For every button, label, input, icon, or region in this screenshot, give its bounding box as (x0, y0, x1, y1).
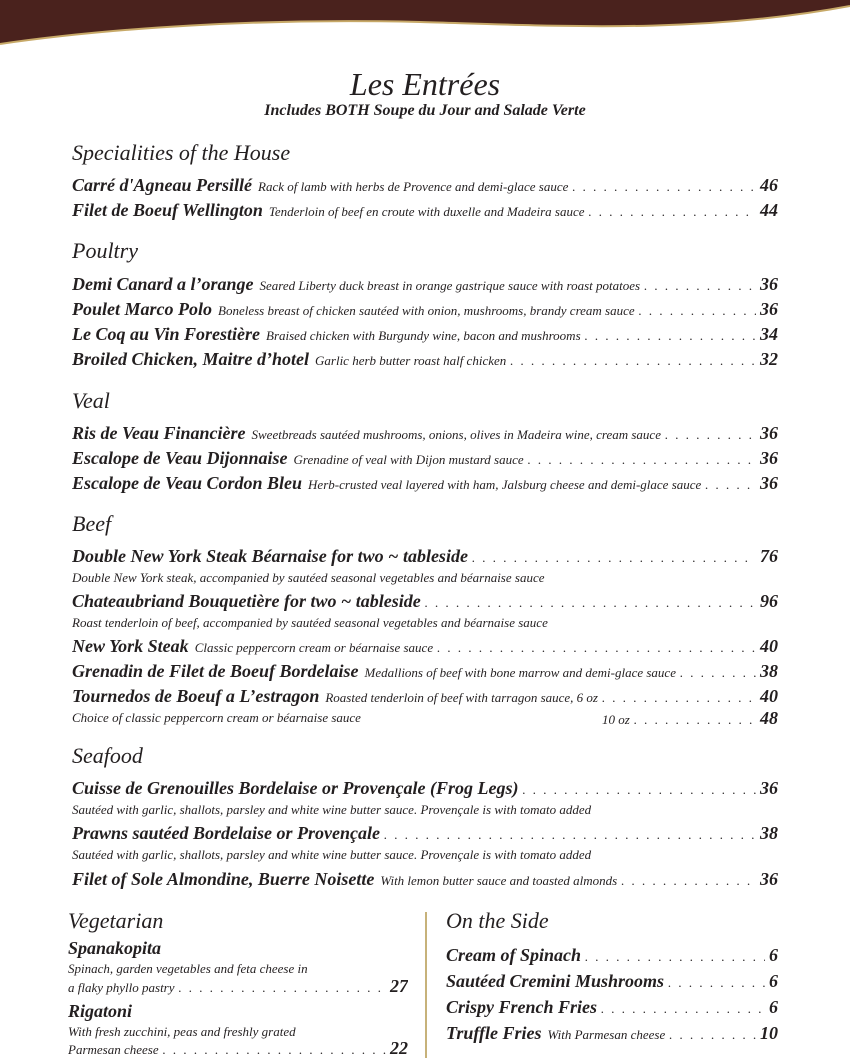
item-name: Escalope de Veau Cordon Bleu (72, 473, 303, 493)
item-price: 32 (760, 349, 778, 369)
menu-item (72, 590, 778, 612)
menu-item (446, 944, 778, 966)
dot-leader (510, 350, 756, 370)
dot-leader (472, 547, 756, 567)
dot-leader (437, 637, 756, 657)
item-description: Seared Liberty duck breast in orange gastrique sauce with roast potatoes (259, 278, 641, 293)
item-price: 40 (760, 636, 778, 656)
dot-leader (680, 662, 756, 682)
item-price: 48 (760, 708, 778, 728)
item-price: 36 (760, 299, 778, 319)
item-name: Double New York Steak Béarnaise for two ~ tableside (72, 546, 468, 566)
item-description: Roasted tenderloin of beef with tarragon sauce, 6 oz (325, 690, 598, 705)
item-description: Spinach, garden vegetables and feta cheese in (68, 961, 308, 976)
dot-leader (668, 972, 765, 992)
menu-item-size-option (602, 707, 778, 729)
item-price: 36 (760, 778, 778, 798)
item-price: 38 (760, 661, 778, 681)
item-price: 10 (760, 1023, 778, 1043)
item-price: 36 (760, 473, 778, 493)
item-note: Sautéed with garlic, shallots, parsley and white wine butter sauce. Provençale is with tomato added (72, 847, 592, 862)
item-name: Filet of Sole Almondine, Buerre Noisette (72, 869, 375, 889)
item-description: a flaky phyllo pastry (68, 980, 175, 995)
dot-leader (589, 201, 756, 221)
item-price: 6 (769, 945, 778, 965)
menu-item (72, 323, 778, 345)
item-name: Prawns sautéed Bordelaise or Provençale (72, 823, 380, 843)
menu-item (68, 1037, 408, 1058)
item-description: Parmesan cheese (68, 1042, 159, 1057)
item-price: 36 (760, 274, 778, 294)
menu-item (72, 822, 778, 844)
dot-leader (665, 424, 756, 444)
page-title: Les Entrées (349, 66, 501, 102)
dot-leader (585, 325, 756, 345)
menu-item (72, 348, 778, 370)
menu-item (72, 685, 778, 707)
item-name: Crispy French Fries (446, 997, 598, 1017)
dot-leader (425, 592, 756, 612)
menu-item (68, 975, 408, 997)
item-price: 6 (769, 997, 778, 1017)
item-price: 96 (760, 591, 778, 611)
item-name: Sautéed Cremini Mushrooms (446, 971, 665, 991)
item-price: 38 (760, 823, 778, 843)
menu-item (72, 635, 778, 657)
item-name: Carré d'Agneau Persillé (72, 175, 253, 195)
dot-leader (528, 449, 756, 469)
section-heading-seafood: Seafood (72, 743, 143, 768)
section-heading-vegetarian: Vegetarian (68, 908, 164, 933)
item-name: Escalope de Veau Dijonnaise (72, 448, 288, 468)
menu-item (72, 298, 778, 320)
menu-item (72, 422, 778, 444)
item-price: 36 (760, 869, 778, 889)
menu-item (72, 447, 778, 469)
item-note: Sautéed with garlic, shallots, parsley and white wine butter sauce. Provençale is with tomato added (72, 802, 592, 817)
item-note: Choice of classic peppercorn cream or béarnaise sauce (72, 710, 361, 725)
item-description: Braised chicken with Burgundy wine, bacon and mushrooms (266, 328, 581, 343)
item-name: Broiled Chicken, Maitre d’hotel (72, 349, 310, 369)
item-size: 10 oz (602, 712, 630, 727)
column-divider (425, 912, 427, 1058)
item-name: Chateaubriand Bouquetière for two ~ tableside (72, 591, 421, 611)
item-name: Truffle Fries (446, 1023, 542, 1043)
dot-leader (585, 946, 765, 966)
item-note: Roast tenderloin of beef, accompanied by sautéed seasonal vegetables and béarnaise sauce (72, 615, 548, 630)
section-heading-specialities: Specialities of the House (72, 140, 291, 165)
dot-leader (384, 824, 756, 844)
menu-item (72, 868, 778, 890)
menu-item (72, 199, 778, 221)
menu-item (446, 996, 778, 1018)
item-description: Rack of lamb with herbs de Provence and demi-glace sauce (258, 179, 569, 194)
item-description: Tenderloin of beef en croute with duxelle and Madeira sauce (268, 204, 585, 219)
item-description: Sweetbreads sautéed mushrooms, onions, olives in Madeira wine, cream sauce (251, 427, 661, 442)
menu-item (72, 273, 778, 295)
section-heading-sides: On the Side (446, 908, 549, 933)
item-note: Double New York steak, accompanied by sautéed seasonal vegetables and béarnaise sauce (72, 570, 545, 585)
item-description: Herb-crusted veal layered with ham, Jalsburg cheese and demi-glace sauce (308, 477, 702, 492)
item-price: 27 (390, 976, 408, 996)
item-description: With lemon butter sauce and toasted almonds (380, 873, 618, 888)
item-price: 6 (769, 971, 778, 991)
item-name: Le Coq au Vin Forestière (72, 324, 261, 344)
dot-leader (669, 1024, 756, 1044)
dot-leader (601, 998, 765, 1018)
dot-leader (639, 300, 756, 320)
menu-item (446, 970, 778, 992)
item-description: With fresh zucchini, peas and freshly grated (68, 1024, 296, 1039)
item-name: Poulet Marco Polo (72, 299, 212, 319)
item-description: Boneless breast of chicken sautéed with onion, mushrooms, brandy cream sauce (218, 303, 635, 318)
section-heading-poultry: Poultry (72, 238, 138, 263)
dot-leader (602, 687, 756, 707)
dot-leader (621, 870, 756, 890)
dot-leader (644, 275, 756, 295)
item-description: Classic peppercorn cream or béarnaise sauce (194, 640, 434, 655)
item-name: Tournedos de Boeuf a L’estragon (72, 686, 320, 706)
dot-leader (163, 1039, 386, 1058)
dot-leader (179, 977, 386, 997)
menu-item (72, 660, 778, 682)
item-name: Demi Canard a l’orange (72, 274, 254, 294)
header-banner (0, 0, 850, 70)
item-price: 34 (760, 324, 778, 344)
item-name: Ris de Veau Financière (72, 423, 246, 443)
section-heading-beef: Beef (72, 511, 112, 536)
item-name: Cream of Spinach (446, 945, 582, 965)
menu-item (72, 545, 778, 567)
item-price: 44 (760, 200, 778, 220)
item-name: Cuisse de Grenouilles Bordelaise or Provençale (Frog Legs) (72, 778, 519, 798)
item-price: 40 (760, 686, 778, 706)
item-name: Spanakopita (68, 938, 162, 958)
dot-leader (634, 709, 756, 729)
dot-leader (522, 779, 756, 799)
item-price: 22 (390, 1038, 408, 1058)
item-description: Medallions of beef with bone marrow and demi-glace sauce (364, 665, 676, 680)
item-name: New York Steak (72, 636, 189, 656)
menu-item (72, 174, 778, 196)
item-name: Rigatoni (68, 1001, 133, 1021)
menu-item (72, 777, 778, 799)
item-name: Filet de Boeuf Wellington (72, 200, 263, 220)
menu-item (72, 472, 778, 494)
item-price: 36 (760, 448, 778, 468)
item-description: With Parmesan cheese (547, 1027, 666, 1042)
item-price: 76 (760, 546, 778, 566)
item-price: 36 (760, 423, 778, 443)
item-name: Grenadin de Filet de Boeuf Bordelaise (72, 661, 359, 681)
dot-leader (705, 474, 756, 494)
section-heading-veal: Veal (72, 388, 110, 413)
dot-leader (572, 176, 756, 196)
item-description: Garlic herb butter roast half chicken (315, 353, 507, 368)
page-subtitle: Includes BOTH Soupe du Jour and Salade Verte (264, 102, 586, 119)
item-price: 46 (760, 175, 778, 195)
item-description: Grenadine of veal with Dijon mustard sauce (293, 452, 524, 467)
menu-item (446, 1022, 778, 1044)
